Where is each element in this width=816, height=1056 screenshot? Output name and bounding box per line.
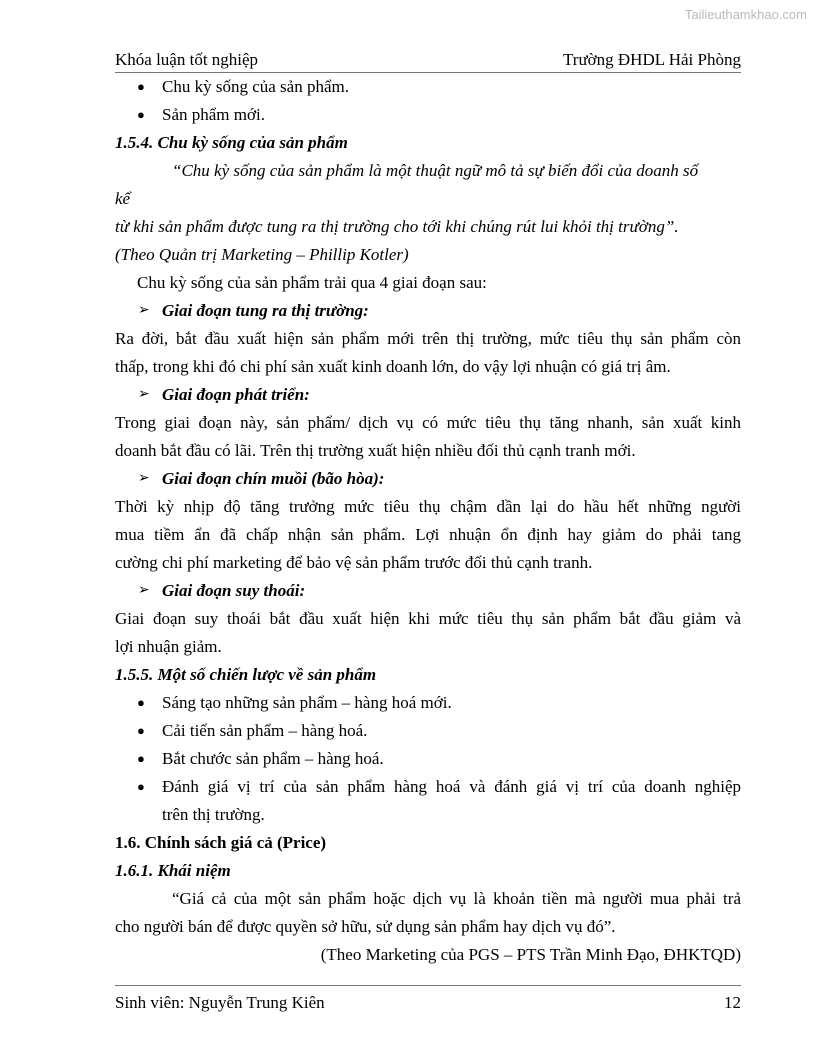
list-item: [115, 717, 741, 745]
quote-source: (Theo Marketing của PGS – PTS Trần Minh Đạo, ĐHKTQD): [320, 945, 741, 964]
list-item: [115, 689, 741, 717]
paragraph-line: Chu kỳ sống của sản phẩm trải qua 4 giai đoạn sau:: [137, 273, 487, 292]
quote-line: “Chu kỳ sống của sản phẩm là một thuật ngữ mô tả sự biến đổi của doanh số: [172, 161, 699, 180]
paragraph-line: doanh bắt đầu có lãi. Trên thị trường xuất hiện nhiều đối thủ cạnh tranh mới.: [115, 441, 636, 460]
stage-heading: [115, 297, 741, 325]
stage-heading: [115, 381, 741, 409]
list-item: [115, 745, 741, 773]
quote-source: (Theo Quản trị Marketing – Phillip Kotler): [115, 245, 409, 264]
stage-title: Giai đoạn tung ra thị trường:: [162, 301, 369, 320]
section-heading-1-5-5: 1.5.5. Một số chiến lược về sản phẩm: [115, 665, 377, 684]
stage-title: Giai đoạn chín muồi (bão hòa):: [162, 469, 385, 488]
bullet-icon: ●: [137, 751, 145, 766]
list-item: [115, 101, 741, 129]
bullet-icon: ●: [137, 695, 145, 710]
arrow-bullet-icon: ➢: [138, 471, 150, 486]
arrow-bullet-icon: ➢: [138, 387, 150, 402]
list-item-text: Bắt chước sản phẩm – hàng hoá.: [162, 749, 384, 768]
list-item: [115, 73, 741, 101]
quote-line: từ khi sản phẩm được tung ra thị trường cho tới khi chúng rút lui khỏi thị trường”.: [115, 217, 679, 236]
stage-heading: [115, 577, 741, 605]
paragraph-line: cường chi phí marketing để bảo vệ sản phẩm trước đối thủ cạnh tranh.: [115, 553, 593, 572]
list-item-text: Cải tiến sản phẩm – hàng hoá.: [162, 721, 368, 740]
list-item: [115, 773, 741, 801]
paragraph-line: cho người bán để được quyền sở hữu, sử dụng sản phẩm hay dịch vụ đó”.: [115, 917, 616, 936]
header-left: Khóa luận tốt nghiệp: [115, 50, 259, 69]
list-item-text: Sáng tạo những sản phẩm – hàng hoá mới.: [162, 693, 452, 712]
paragraph-line: Thời kỳ nhịp độ tăng trưởng mức tiêu thụ chậm dần lại do hầu hết những người: [115, 497, 741, 516]
paragraph-line: Ra đời, bắt đầu xuất hiện sản phẩm mới trên thị trường, mức tiêu thụ sản phẩm còn: [115, 329, 741, 348]
section-heading-1-6: 1.6. Chính sách giá cả (Price): [115, 833, 327, 852]
bullet-icon: ●: [137, 723, 145, 738]
page-number: 12: [724, 993, 741, 1012]
bullet-icon: ●: [137, 779, 145, 794]
bullet-icon: ●: [137, 107, 145, 122]
paragraph-line: “Giá cả của một sản phẩm hoặc dịch vụ là khoản tiền mà người mua phải trả: [172, 889, 741, 908]
arrow-bullet-icon: ➢: [138, 303, 150, 318]
section-heading-1-5-4: 1.5.4. Chu kỳ sống của sản phẩm: [115, 133, 348, 152]
list-item-text: Đánh giá vị trí của sản phẩm hàng hoá và đánh giá vị trí của doanh nghiệp: [162, 777, 741, 796]
paragraph-line: mua tiềm ẩn đã chấp nhận sản phẩm. Lợi nhuận ổn định hay giảm do phải tang: [115, 525, 741, 544]
page-footer: [115, 985, 741, 1015]
bullet-icon: ●: [137, 79, 145, 94]
watermark: Tailieuthamkhao.com: [684, 7, 807, 22]
page-body: [115, 73, 741, 969]
paragraph-line: Trong giai đoạn này, sản phẩm/ dịch vụ có mức tiêu thụ tăng nhanh, sản xuất kinh: [115, 413, 741, 432]
stage-heading: [115, 465, 741, 493]
list-item-text: Sản phẩm mới.: [162, 105, 265, 124]
paragraph-line: Giai đoạn suy thoái bắt đầu xuất hiện khi mức tiêu thụ sản phẩm bắt đầu giảm và: [115, 609, 741, 628]
paragraph-line: lợi nhuận giảm.: [115, 637, 222, 656]
arrow-bullet-icon: ➢: [138, 583, 150, 598]
footer-author: Sinh viên: Nguyễn Trung Kiên: [115, 993, 325, 1012]
page-header: [115, 47, 741, 73]
list-item-text: Chu kỳ sống của sản phẩm.: [162, 77, 349, 96]
header-right: Trường ĐHDL Hải Phòng: [563, 50, 741, 69]
paragraph-line: thấp, trong khi đó chi phí sản xuất kinh doanh lớn, do vậy lợi nhuận có giá trị âm.: [115, 357, 671, 376]
list-item-continuation: trên thị trường.: [162, 805, 265, 824]
section-heading-1-6-1: 1.6.1. Khái niệm: [115, 861, 231, 880]
stage-title: Giai đoạn suy thoái:: [162, 581, 306, 600]
quote-line: kể: [115, 189, 131, 208]
stage-title: Giai đoạn phát triển:: [162, 385, 310, 404]
